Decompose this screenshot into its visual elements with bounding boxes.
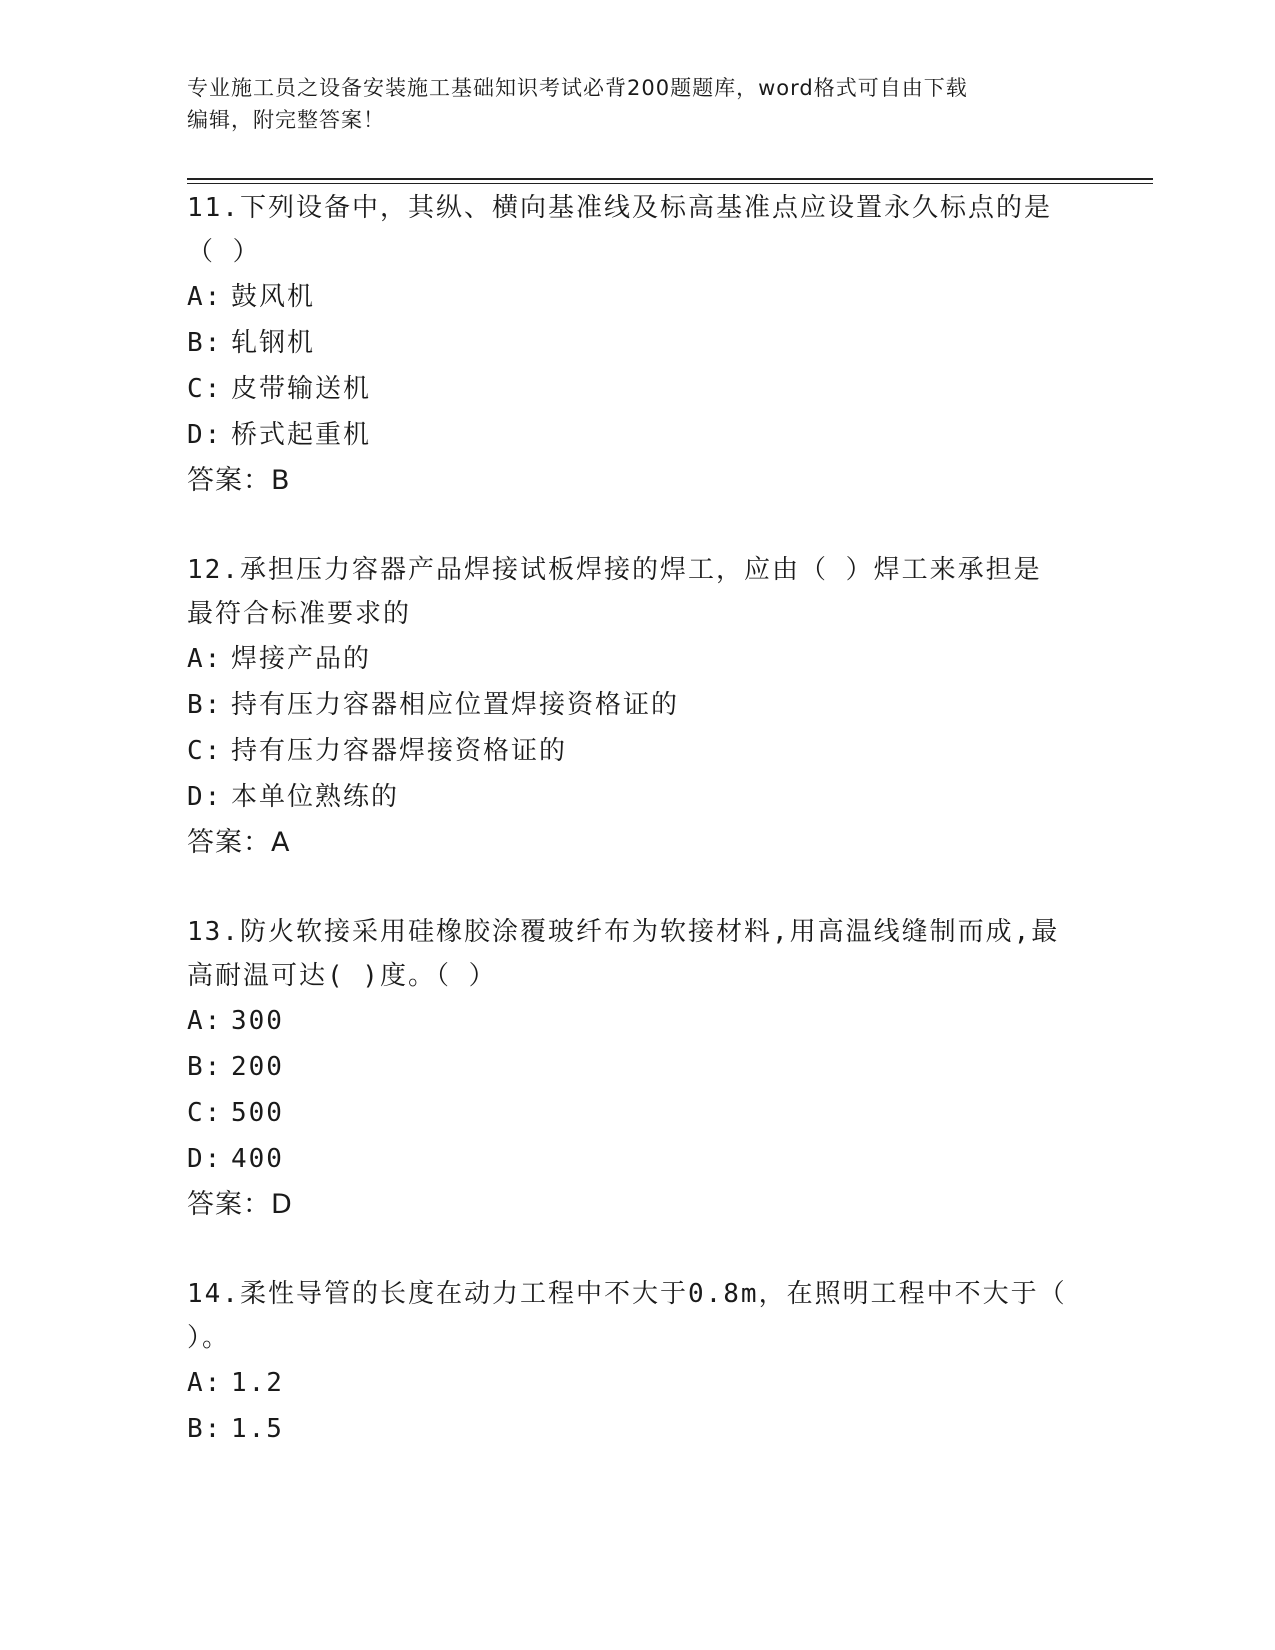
option-c xyxy=(187,1090,1087,1136)
option-text: 皮带输送机 xyxy=(231,374,372,404)
question-stem-line: 13.防火软接采用硅橡胶涂覆玻纤布为软接材料,用高温线缝制而成,最 xyxy=(187,917,1060,947)
header-divider-thick xyxy=(187,178,1153,180)
option-letter: B: xyxy=(187,690,223,720)
option-d xyxy=(187,412,1087,458)
option-a xyxy=(187,636,1087,682)
option-b xyxy=(187,1044,1087,1090)
question-stem-line: 12.承担压力容器产品焊接试板焊接的焊工，应由（ ）焊工来承担是 xyxy=(187,555,1042,585)
option-text: 持有压力容器焊接资格证的 xyxy=(231,736,568,766)
option-d xyxy=(187,774,1087,820)
option-letter: C: xyxy=(187,1098,223,1128)
option-text: 300 xyxy=(231,1006,284,1036)
option-text: 1.5 xyxy=(231,1414,284,1444)
option-text: 500 xyxy=(231,1098,284,1128)
question-13 xyxy=(187,910,1087,1228)
option-b xyxy=(187,320,1087,366)
answer-line: 答案：D xyxy=(187,1189,293,1220)
option-letter: D: xyxy=(187,1144,223,1174)
option-letter: A: xyxy=(187,1006,223,1036)
option-letter: A: xyxy=(187,282,223,312)
option-d xyxy=(187,1136,1087,1182)
question-stem-line: 14.柔性导管的长度在动力工程中不大于0.8m，在照明工程中不大于（ xyxy=(187,1279,1067,1309)
option-a xyxy=(187,998,1087,1044)
header-line-2: 编辑，附完整答案！ xyxy=(187,108,385,132)
question-stem-line: 11.下列设备中，其纵、横向基准线及标高基准点应设置永久标点的是 xyxy=(187,193,1052,223)
option-b xyxy=(187,1406,1087,1452)
option-c xyxy=(187,728,1087,774)
option-letter: C: xyxy=(187,374,223,404)
header-divider-thin xyxy=(187,183,1153,184)
document-header xyxy=(187,72,1067,136)
option-text: 1.2 xyxy=(231,1368,284,1398)
option-text: 200 xyxy=(231,1052,284,1082)
question-11 xyxy=(187,186,1087,504)
option-b xyxy=(187,682,1087,728)
option-text: 焊接产品的 xyxy=(231,644,372,674)
question-stem-line: 最符合标准要求的 xyxy=(187,599,412,629)
answer-line: 答案：B xyxy=(187,465,291,496)
option-letter: A: xyxy=(187,644,223,674)
option-letter: B: xyxy=(187,1414,223,1444)
answer-line: 答案：A xyxy=(187,827,291,858)
option-text: 持有压力容器相应位置焊接资格证的 xyxy=(231,690,680,720)
header-line-1: 专业施工员之设备安装施工基础知识考试必背200题题库，word格式可自由下载 xyxy=(187,76,968,100)
question-12 xyxy=(187,548,1087,866)
option-letter: D: xyxy=(187,420,223,450)
option-a xyxy=(187,274,1087,320)
option-letter: B: xyxy=(187,1052,223,1082)
option-letter: A: xyxy=(187,1368,223,1398)
question-stem-line: ）。 xyxy=(187,1323,231,1353)
question-stem-line: （ ） xyxy=(187,237,261,267)
option-letter: B: xyxy=(187,328,223,358)
option-text: 桥式起重机 xyxy=(231,420,372,450)
option-text: 鼓风机 xyxy=(231,282,316,312)
option-text: 400 xyxy=(231,1144,284,1174)
option-a xyxy=(187,1360,1087,1406)
option-text: 轧钢机 xyxy=(231,328,316,358)
option-c xyxy=(187,366,1087,412)
option-letter: C: xyxy=(187,736,223,766)
question-14 xyxy=(187,1272,1087,1452)
option-text: 本单位熟练的 xyxy=(231,782,400,812)
option-letter: D: xyxy=(187,782,223,812)
question-stem-line: 高耐温可达( )度。（ ） xyxy=(187,961,497,991)
